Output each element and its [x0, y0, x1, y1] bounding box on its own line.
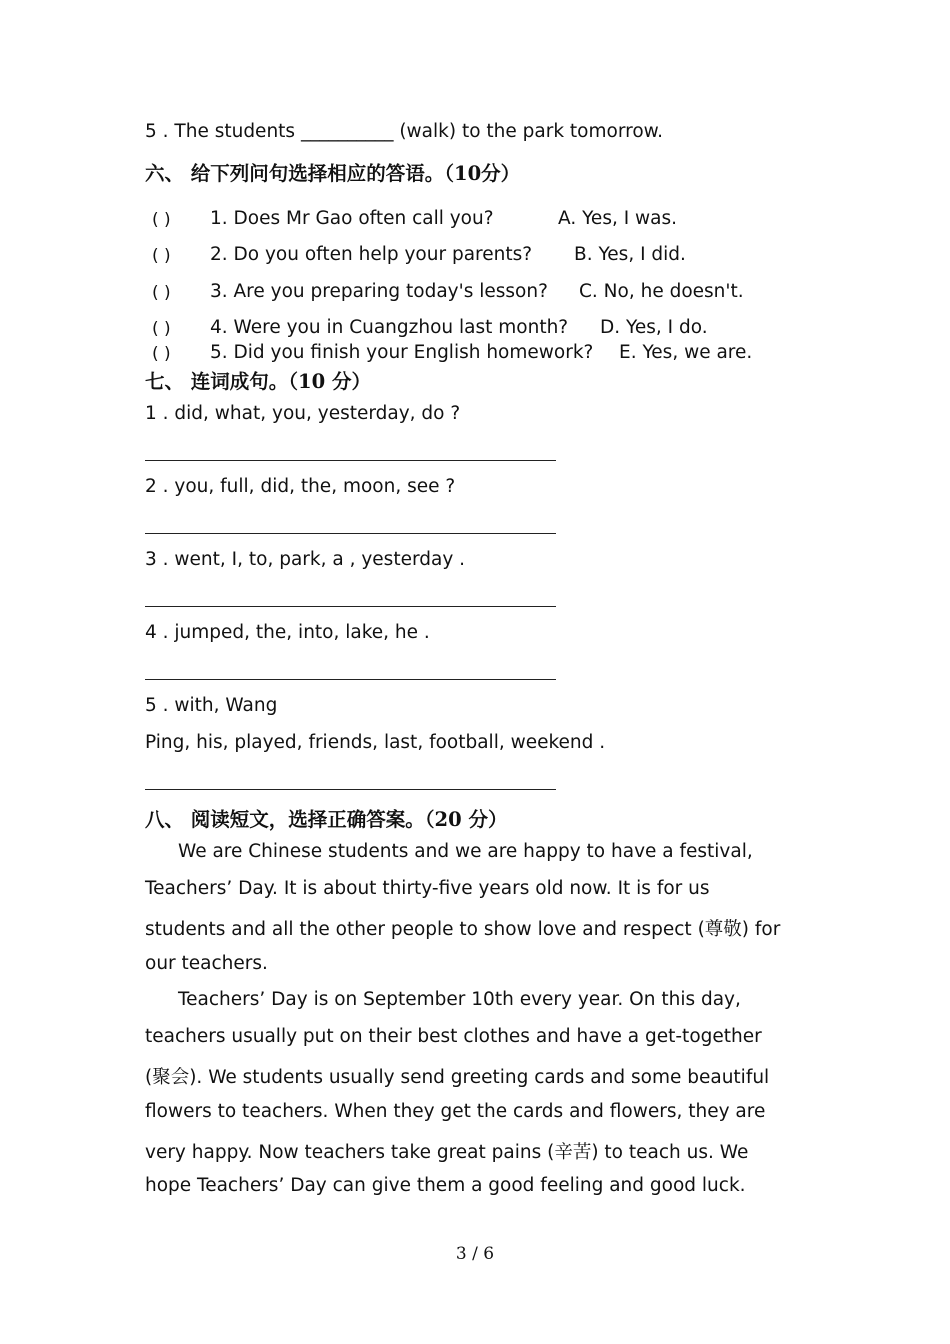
word-order-item-2: 2 . you, full, did, the, moon, see ? — [145, 476, 456, 497]
section-8-heading: 八、 阅读短文，选择正确答案。（20 分） — [145, 808, 508, 831]
question-1: 1. Does Mr Gao often call you? — [210, 208, 494, 229]
word-order-item-4: 4 . jumped, the, into, lake, he . — [145, 622, 430, 643]
word-order-item-5-continued: Ping, his, played, friends, last, football, weekend . — [145, 732, 606, 753]
answer-line-2 — [145, 533, 556, 534]
answer-line-1 — [145, 460, 556, 461]
question-5: 5. Did you finish your English homework? — [210, 342, 594, 363]
option-a: A. Yes, I was. — [558, 208, 678, 229]
passage-line-4: our teachers. — [145, 953, 268, 974]
passage-line-5: Teachers’ Day is on September 10th every year. On this day, — [178, 989, 741, 1010]
question-4: 4. Were you in Cuangzhou last month? — [210, 317, 569, 338]
passage-line-3: students and all the other people to show love and respect (尊敬) for — [145, 919, 781, 940]
section-6-heading: 六、 给下列问句选择相应的答语。（10分） — [145, 162, 521, 185]
option-b: B. Yes, I did. — [574, 244, 686, 265]
word-order-item-1: 1 . did, what, you, yesterday, do ? — [145, 403, 461, 424]
option-c: C. No, he doesn't. — [579, 281, 744, 302]
answer-line-5 — [145, 789, 556, 790]
fill-blank-question-5: 5 . The students __________ (walk) to the park tomorrow. — [145, 121, 663, 142]
section-7-heading: 七、 连词成句。（10 分） — [145, 370, 371, 393]
passage-line-10: hope Teachers’ Day can give them a good feeling and good luck. — [145, 1175, 746, 1196]
option-d: D. Yes, I do. — [600, 317, 708, 338]
word-order-item-3: 3 . went, I, to, park, a , yesterday . — [145, 549, 466, 570]
passage-line-2: Teachers’ Day. It is about thirty-five years old now. It is for us — [145, 878, 710, 899]
question-3: 3. Are you preparing today's lesson? — [210, 281, 548, 302]
answer-blank-3: ( ) — [152, 283, 171, 303]
answer-blank-1: ( ) — [152, 210, 171, 230]
option-e: E. Yes, we are. — [619, 342, 753, 363]
answer-blank-4: ( ) — [152, 319, 171, 339]
passage-line-6: teachers usually put on their best clothes and have a get-together — [145, 1026, 762, 1047]
answer-line-4 — [145, 679, 556, 680]
passage-line-9: very happy. Now teachers take great pains (辛苦) to teach us. We — [145, 1142, 749, 1163]
passage-line-8: flowers to teachers. When they get the cards and flowers, they are — [145, 1101, 766, 1122]
answer-line-3 — [145, 606, 556, 607]
page-number: 3 / 6 — [455, 1244, 495, 1264]
passage-line-7: (聚会). We students usually send greeting cards and some beautiful — [145, 1067, 770, 1088]
word-order-item-5: 5 . with, Wang — [145, 695, 278, 716]
answer-blank-2: ( ) — [152, 246, 171, 266]
answer-blank-5: ( ) — [152, 344, 171, 364]
passage-line-1: We are Chinese students and we are happy to have a festival, — [178, 841, 753, 862]
question-2: 2. Do you often help your parents? — [210, 244, 533, 265]
